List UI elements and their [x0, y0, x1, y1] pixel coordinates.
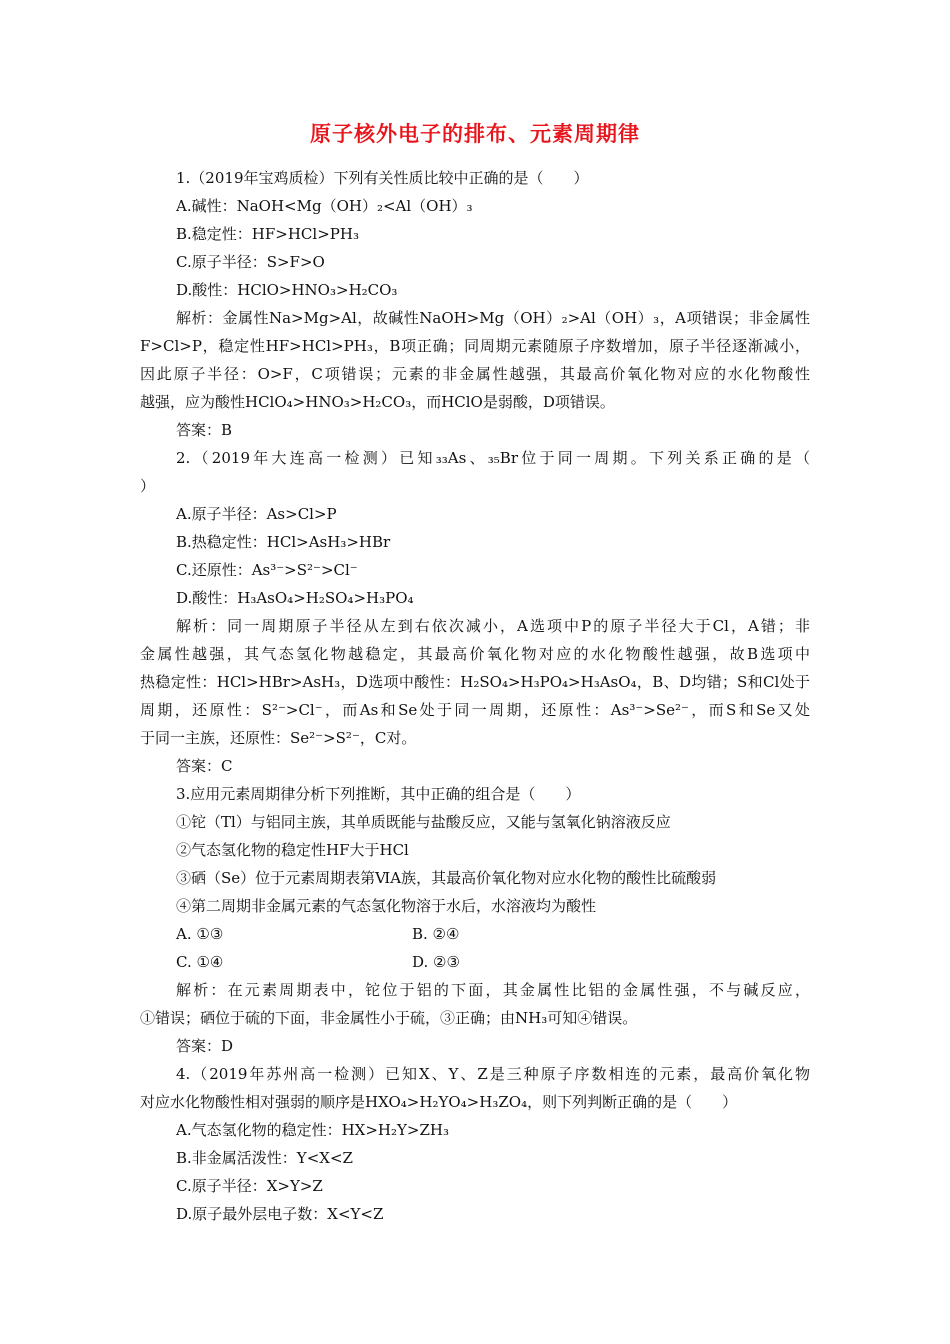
text-line: ①铊（Tl）与铝同主族，其单质既能与盐酸反应，又能与氢氧化钠溶液反应	[176, 813, 671, 831]
text-line: C.原子半径：S>F>O	[176, 253, 325, 271]
text-line: 因此原子半径：O>F，C项错误；元素的非金属性越强，其最高价氧化物对应的水化物酸性	[140, 365, 810, 383]
text-line: 热稳定性：HCl>HBr>AsH₃，D选项中酸性：H₂SO₄>H₃PO₄>H₃AsO₄，B、D均错；S和Cl处于	[140, 673, 810, 691]
text-line: 答案：B	[176, 421, 233, 439]
text-line: 对应水化物酸性相对强弱的顺序是HXO₄>H₂YO₄>H₃ZO₄，则下列判断正确的是（ ）	[140, 1093, 738, 1111]
text-line: ②气态氢化物的稳定性HF大于HCl	[176, 841, 409, 859]
answer-option: A. ①③	[176, 925, 224, 943]
text-line: 解析：同一周期原子半径从左到右依次减小，A选项中P的原子半径大于Cl，A错；非	[176, 617, 810, 635]
text-line: 解析：在元素周期表中，铊位于铝的下面，其金属性比铝的金属性强，不与碱反应，	[176, 981, 810, 999]
text-line: 于同一主族，还原性：Se²⁻>S²⁻，C对。	[140, 729, 417, 747]
text-line: B.稳定性：HF>HCl>PH₃	[176, 225, 359, 243]
answer-option: D. ②③	[412, 953, 460, 971]
text-line	[0, 948, 950, 976]
document-title: 原子核外电子的排布、元素周期律	[310, 121, 640, 146]
text-line: 3.应用元素周期律分析下列推断，其中正确的组合是（ ）	[176, 785, 581, 803]
text-line: 2.（2019年大连高一检测）已知₃₃As、₃₅Br位于同一周期。下列关系正确的是（	[176, 449, 810, 467]
text-line: 解析：金属性Na>Mg>Al，故碱性NaOH>Mg（OH）₂>Al（OH）₃，A项错误；非金属性	[176, 309, 810, 327]
text-line: 4.（2019年苏州高一检测）已知X、Y、Z是三种原子序数相连的元素，最高价氧化物	[176, 1065, 810, 1083]
text-line: A.碱性：NaOH<Mg（OH）₂<Al（OH）₃	[176, 197, 473, 215]
text-line: ）	[140, 477, 156, 495]
text-line: ④第二周期非金属元素的气态氢化物溶于水后，水溶液均为酸性	[176, 897, 597, 915]
text-line: 答案：C	[176, 757, 233, 775]
text-line: 答案：D	[176, 1037, 234, 1055]
text-line: F>Cl>P，稳定性HF>HCl>PH₃，B项正确；同周期元素随原子序数增加，原子半径逐渐减小，	[140, 337, 810, 355]
text-line: 金属性越强，其气态氢化物越稳定，其最高价氧化物对应的水化物酸性越强，故B选项中	[140, 645, 810, 663]
text-line: 1.（2019年宝鸡质检）下列有关性质比较中正确的是（ ）	[176, 169, 589, 187]
text-line: 周期，还原性：S²⁻>Cl⁻，而As和Se处于同一周期，还原性：As³⁻>Se²⁻，而S和Se又处	[140, 701, 810, 719]
text-line: D.酸性：H₃AsO₄>H₂SO₄>H₃PO₄	[176, 589, 414, 607]
text-line: A.气态氢化物的稳定性：HX>H₂Y>ZH₃	[176, 1121, 450, 1139]
answer-option: B. ②④	[412, 925, 460, 943]
text-line: B.热稳定性：HCl>AsH₃>HBr	[176, 533, 391, 551]
text-line	[0, 920, 950, 948]
document-body	[0, 164, 950, 1228]
text-line: D.原子最外层电子数：X<Y<Z	[176, 1205, 384, 1223]
text-line: C.原子半径：X>Y>Z	[176, 1177, 323, 1195]
text-line: B.非金属活泼性：Y<X<Z	[176, 1149, 353, 1167]
text-line: D.酸性：HClO>HNO₃>H₂CO₃	[176, 281, 398, 299]
text-line: ①错误；硒位于硫的下面，非金属性小于硫，③正确；由NH₃可知④错误。	[140, 1009, 638, 1027]
text-line: C.还原性：As³⁻>S²⁻>Cl⁻	[176, 561, 358, 579]
text-line: ③硒（Se）位于元素周期表第ⅥA族，其最高价氧化物对应水化物的酸性比硫酸弱	[176, 869, 717, 887]
answer-option: C. ①④	[176, 953, 224, 971]
text-line: A.原子半径：As>Cl>P	[176, 505, 337, 523]
text-line: 越强，应为酸性HClO₄>HNO₃>H₂CO₃，而HClO是弱酸，D项错误。	[140, 393, 615, 411]
